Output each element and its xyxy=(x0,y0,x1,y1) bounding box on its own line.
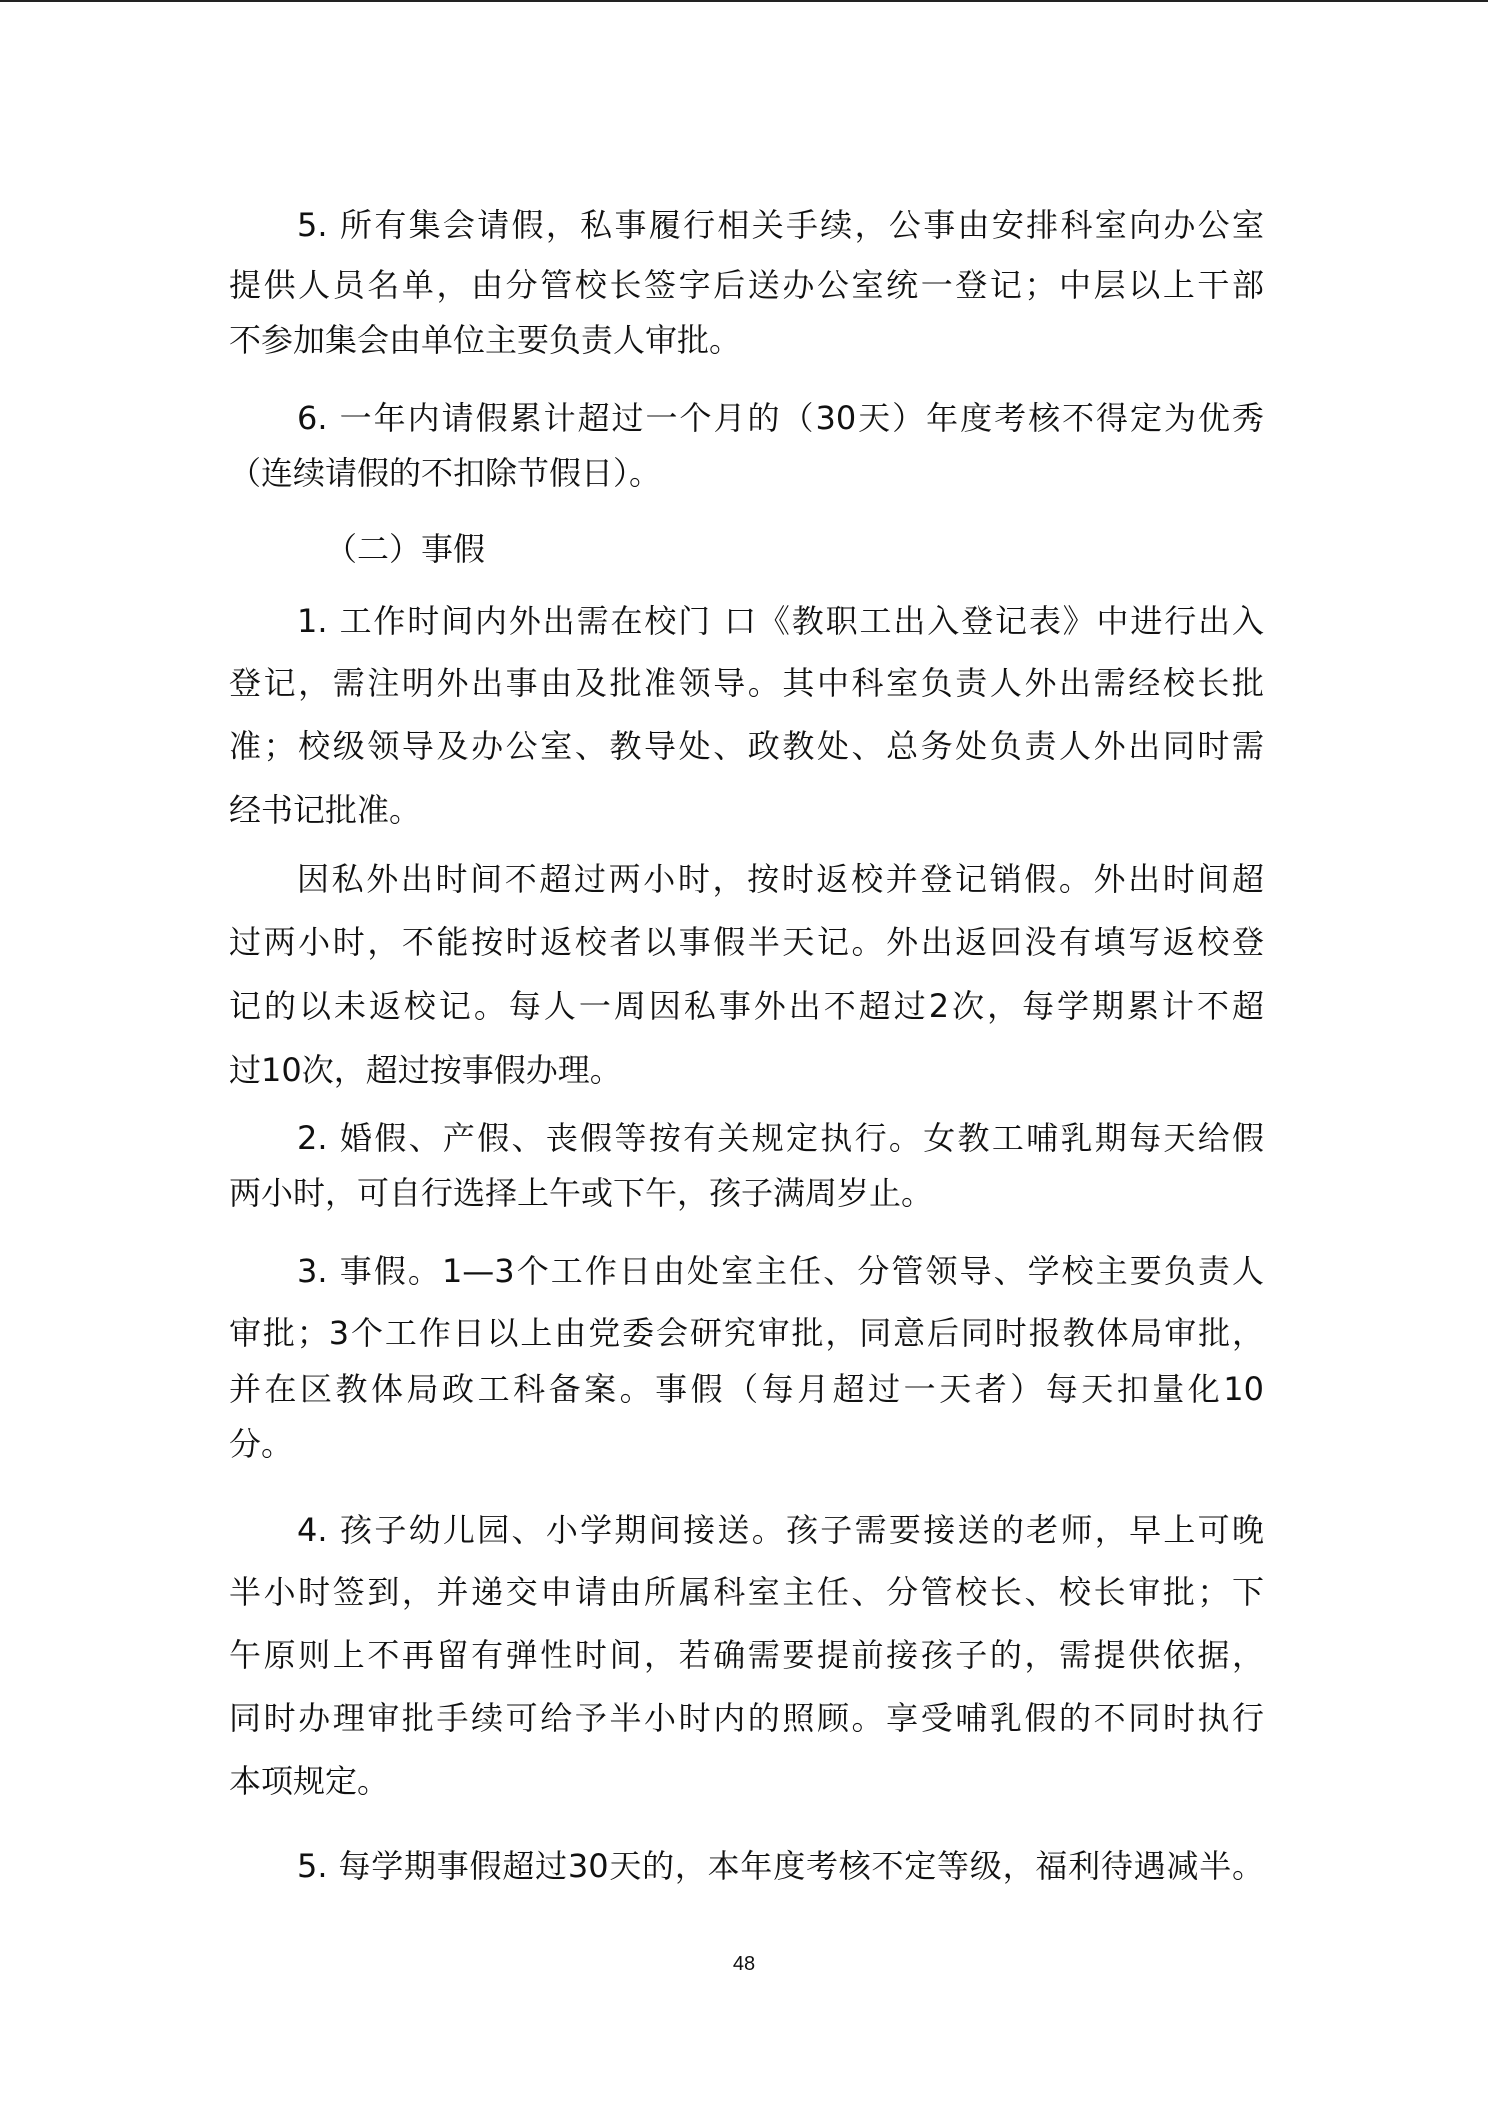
leave-item-1-line-1: 1. 工作时间内外出需在校门 口《教职工出入登记表》中进行出入 xyxy=(297,602,1264,640)
outing-paragraph-line-1: 因私外出时间不超过两小时，按时返校并登记销假。外出时间超 xyxy=(297,860,1264,898)
item-6-line-2: （连续请假的不扣除节假日）。 xyxy=(229,454,662,492)
leave-item-3-line-3: 并在区教体局政工科备案。事假（每月超过一天者）每天扣量化10 xyxy=(229,1370,1264,1408)
leave-item-4-line-3: 午原则上不再留有弹性时间，若确需要提前接孩子的，需提供依据， xyxy=(229,1636,1264,1674)
leave-item-4-line-4: 同时办理审批手续可给予半小时内的照顾。享受哺乳假的不同时执行 xyxy=(229,1699,1264,1737)
top-border-line xyxy=(0,0,1488,2)
leave-item-4-line-1: 4. 孩子幼儿园、小学期间接送。孩子需要接送的老师，早上可晚 xyxy=(297,1511,1264,1549)
leave-item-1-line-2: 登记，需注明外出事由及批准领导。其中科室负责人外出需经校长批 xyxy=(229,664,1264,702)
section-heading-personal-leave: （二）事假 xyxy=(325,530,486,568)
leave-item-4-line-2: 半小时签到，并递交申请由所属科室主任、分管校长、校长审批；下 xyxy=(229,1573,1264,1611)
outing-paragraph-line-2: 过两小时，不能按时返校者以事假半天记。外出返回没有填写返校登 xyxy=(229,923,1264,961)
item-6-line-1: 6. 一年内请假累计超过一个月的（30天）年度考核不得定为优秀 xyxy=(297,399,1264,437)
leave-item-3-line-2: 审批；3个工作日以上由党委会研究审批，同意后同时报教体局审批， xyxy=(229,1314,1264,1352)
leave-item-3-line-1: 3. 事假。1—3个工作日由处室主任、分管领导、学校主要负责人 xyxy=(297,1252,1264,1290)
leave-item-5-line-1: 5. 每学期事假超过30天的，本年度考核不定等级，福利待遇减半。 xyxy=(297,1847,1264,1885)
leave-item-4-line-5: 本项规定。 xyxy=(229,1762,390,1800)
leave-item-2-line-2: 两小时，可自行选择上午或下午，孩子满周岁止。 xyxy=(229,1174,934,1212)
page-number: 48 xyxy=(732,1953,756,1975)
item-5-line-3: 不参加集会由单位主要负责人审批。 xyxy=(229,321,742,359)
leave-item-3-line-4: 分。 xyxy=(229,1425,294,1463)
leave-item-1-line-3: 准；校级领导及办公室、教导处、政教处、总务处负责人外出同时需 xyxy=(229,727,1264,765)
outing-paragraph-line-3: 记的以未返校记。每人一周因私事外出不超过2次，每学期累计不超 xyxy=(229,987,1264,1025)
item-5-line-1: 5. 所有集会请假，私事履行相关手续，公事由安排科室向办公室 xyxy=(297,206,1264,244)
leave-item-1-line-4: 经书记批准。 xyxy=(229,791,422,829)
outing-paragraph-line-4: 过10次，超过按事假办理。 xyxy=(229,1051,622,1089)
leave-item-2-line-1: 2. 婚假、产假、丧假等按有关规定执行。女教工哺乳期每天给假 xyxy=(297,1119,1264,1157)
item-5-line-2: 提供人员名单，由分管校长签字后送办公室统一登记；中层以上干部 xyxy=(229,266,1264,304)
